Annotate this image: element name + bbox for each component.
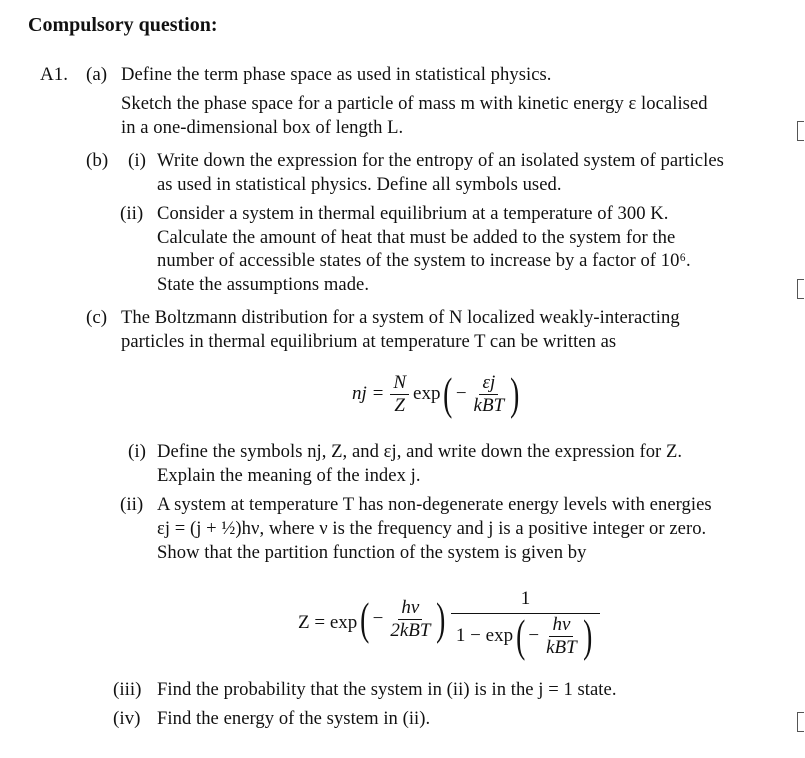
eq2-minus: − [372,608,384,629]
part-c-ii-line2: εj = (j + ½)hν, where ν is the frequency and j is a positive integer or zero. [157,518,707,539]
eq1-lhs: nj = [352,383,385,404]
mark-bracket [797,279,804,299]
part-b-label: (b) [86,150,109,171]
part-c-ii-label: (ii) [120,494,144,515]
part-c-i-label: (i) [128,441,146,462]
part-c-iv-label: (iv) [113,708,141,729]
eq2-inner-num: hν [398,598,422,620]
part-c-ii-line1: A system at temperature T has non-degenerate energy levels with energies [157,494,712,515]
eq2-one: 1 [451,589,601,614]
part-a-line2: Sketch the phase space for a particle of mass m with kinetic energy ε localised [121,93,708,114]
eq2-inner2-fraction [543,615,580,658]
eq1-num: N [390,373,409,395]
part-c-iii-line1: Find the probability that the system in (ii) is in the j = 1 state. [157,679,617,700]
part-c-line1: The Boltzmann distribution for a system of N localized weakly-interacting [121,307,680,328]
eq1-func: exp [413,383,441,404]
part-c-label: (c) [86,307,108,328]
eq2-lhs: Z = exp [298,612,358,633]
eq1-den: Z [394,394,405,416]
part-b-ii-line2: Calculate the amount of heat that must be added to the system for the [157,227,676,248]
part-a-line1: Define the term phase space as used in statistical physics. [121,64,552,85]
part-c-iii-label: (iii) [113,679,142,700]
eq1-inner-den: kBT [473,394,505,416]
eq2-main-fraction [451,587,601,661]
eq2-inner-den: 2kBT [390,619,431,641]
part-c-ii-line3: Show that the partition function of the system is given by [157,542,587,563]
eq1-fraction [390,373,409,416]
part-b-i-label: (i) [128,150,146,171]
eq2-inner2-num: hν [549,615,573,637]
part-b-i-line2: as used in statistical physics. Define all symbols used. [157,174,562,195]
part-a-label: (a) [86,64,108,85]
right-paren: ) [582,610,592,661]
part-a-line3: in a one-dimensional box of length L. [121,117,404,138]
eq2-inner-fraction [387,598,433,641]
section-heading: Compulsory question: [28,14,218,36]
eq2-minus2: − [528,625,540,646]
eq1-minus: − [455,383,467,404]
question-label: A1. [40,64,68,85]
part-c-line2: particles in thermal equilibrium at temperature T can be written as [121,331,617,352]
eq1-inner-num: εj [479,373,498,395]
boltzmann-equation [352,366,522,422]
part-c-i-line2: Explain the meaning of the index j. [157,465,421,486]
part-b-ii-line3: number of accessible states of the system to increase by a factor of 10⁶. [157,250,691,271]
left-paren: ( [516,610,526,661]
right-paren: ) [436,593,446,644]
part-b-ii-label: (ii) [120,203,144,224]
left-paren: ( [360,593,370,644]
part-b-ii-line4: State the assumptions made. [157,274,370,295]
part-c-i-line1: Define the symbols nj, Z, and εj, and write down the expression for Z. [157,441,683,462]
part-c-iv-line1: Find the energy of the system in (ii). [157,708,431,729]
partition-function-equation [298,578,600,668]
left-paren: ( [443,368,453,419]
eq2-den-prefix: 1 − exp [455,625,514,646]
part-b-ii-line1: Consider a system in thermal equilibrium at a temperature of 300 K. [157,203,669,224]
mark-bracket [797,712,804,732]
eq1-inner-fraction [471,373,508,416]
mark-bracket [797,121,804,141]
eq2-denominator [453,610,598,661]
eq2-inner2-den: kBT [546,636,577,658]
part-b-i-line1: Write down the expression for the entropy of an isolated system of particles [157,150,724,171]
right-paren: ) [510,368,520,419]
